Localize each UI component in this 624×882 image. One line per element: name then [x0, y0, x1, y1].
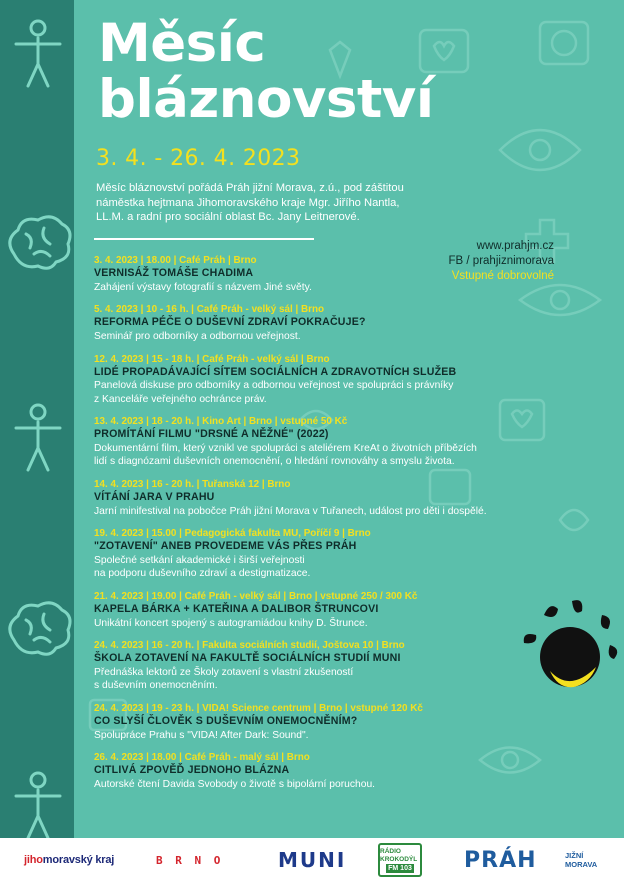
- sponsor-footer: [0, 838, 624, 882]
- event-description: Autorské čtení Davida Svobody o životě s bipolární poruchou.: [94, 778, 376, 790]
- event-item: [94, 702, 614, 742]
- event-meta: 24. 4. 2023 | 19 - 23 h. | VIDA! Science centrum | Brno | vstupné 120 Kč: [94, 703, 423, 714]
- title-line-1: Měsíc: [98, 13, 266, 74]
- event-item: [94, 527, 614, 580]
- event-item: [94, 353, 614, 406]
- radio-krokodyl-logo: RÁDIO KROKODÝL FM 103: [378, 838, 422, 882]
- event-item: [94, 303, 614, 343]
- event-description: s duševním onemocněním.: [94, 680, 218, 692]
- event-description: Zahájení výstavy fotografií s názvem Jiné světy.: [94, 281, 312, 293]
- event-meta: 19. 4. 2023 | 15.00 | Pedagogická fakulta MU, Poříčí 9 | Brno: [94, 528, 371, 540]
- event-description: Jarní minifestival na pobočce Práh jižní Morava v Tuřanech, událost pro děti i dospělé.: [94, 505, 487, 517]
- event-description: Spolupráce Prahu s "VIDA! After Dark: Sound".: [94, 729, 309, 741]
- event-description: Unikátní koncert spojený s autogramiádou knihy D. Štrunce.: [94, 617, 368, 629]
- event-title: PROMÍTÁNÍ FILMU "DRSNÉ A NĚŽNÉ" (2022): [94, 428, 329, 441]
- event-title: CO SLYŠÍ ČLOVĚK S DUŠEVNÍM ONEMOCNĚNÍM?: [94, 715, 358, 727]
- jizni-morava-logo: JIŽNÍ MORAVA: [565, 851, 598, 869]
- event-description: Společné setkání akademické i širší veřejnosti: [94, 554, 305, 566]
- event-meta: 12. 4. 2023 | 15 - 18 h. | Café Práh - velký sál | Brno: [94, 353, 330, 365]
- event-title: KAPELA BÁRKA + KATEŘINA A DALIBOR ŠTRUNCOVI: [94, 603, 379, 615]
- event-title: ŠKOLA ZOTAVENÍ NA FAKULTĚ SOCIÁLNÍCH STUDIÍ MUNI: [94, 652, 401, 665]
- event-description: lidí s diagnózami duševních onemocnění, o hledání rovnováhy a smyslu života.: [94, 456, 455, 468]
- event-title: VÍTÁNÍ JARA V PRAHU: [94, 491, 215, 503]
- event-item: [94, 751, 614, 791]
- date-range: 3. 4. - 26. 4. 2023: [96, 146, 301, 171]
- event-description: Panelová diskuse pro odborníky a odbornou veřejnost ve spolupráci s právníky: [94, 380, 454, 392]
- event-meta: 26. 4. 2023 | 18.00 | Café Práh - malý sál | Brno: [94, 752, 310, 764]
- event-meta: 13. 4. 2023 | 18 - 20 h. | Kino Art | Brno | vstupné 50 Kč: [94, 416, 348, 428]
- muni-logo: MUNI: [278, 848, 347, 872]
- event-title: VERNISÁŽ TOMÁŠE CHADIMA: [94, 267, 254, 279]
- website-link[interactable]: www.prahjm.cz: [476, 240, 554, 252]
- poster-main: [74, 0, 624, 838]
- event-meta: 5. 4. 2023 | 10 - 16 h. | Café Práh - velký sál | Brno: [94, 304, 325, 316]
- person-icon: [10, 770, 66, 842]
- page-title: [98, 13, 434, 130]
- prah-logo: PRÁH: [464, 847, 537, 873]
- brno-logo: B R N O: [156, 853, 224, 867]
- event-description: z Kanceláře veřejného ochránce práv.: [94, 393, 267, 405]
- person-icon: [10, 18, 66, 90]
- brain-icon: [4, 214, 72, 276]
- event-meta: 14. 4. 2023 | 16 - 20 h. | Tuřanská 12 | Brno: [94, 479, 291, 490]
- divider: [94, 238, 314, 240]
- event-title: "ZOTAVENÍ" ANEB PROVEDEME VÁS PŘES PRÁH: [94, 540, 357, 553]
- event-item: [94, 478, 614, 518]
- title-line-2: bláznovství: [98, 69, 434, 130]
- brain-icon: [4, 600, 72, 662]
- event-meta: 3. 4. 2023 | 18.00 | Café Práh | Brno: [94, 255, 257, 266]
- sun-logo-icon: [514, 593, 624, 703]
- event-description: na podporu duševního zdraví a destigmatizace.: [94, 568, 311, 580]
- event-description: Přednáška lektorů ze Školy zotavení s vlastní zkušeností: [94, 666, 354, 678]
- event-meta: 21. 4. 2023 | 19.00 | Café Práh - velký sál | Brno | vstupné 250 / 300 Kč: [94, 591, 418, 602]
- event-list: [94, 254, 614, 801]
- event-item: [94, 254, 614, 294]
- event-title: REFORMA PÉČE O DUŠEVNÍ ZDRAVÍ POKRAČUJE?: [94, 316, 366, 329]
- event-title: CITLIVÁ ZPOVĚĎ JEDNOHO BLÁZNA: [94, 764, 290, 777]
- intro-text: Měsíc bláznovství pořádá Práh jižní Morava, z.ú., pod záštitou náměstka hejtmana Jihomoravského kraje Mgr. Jiřího Nantla, LL.M. a radní pro sociální oblast Bc. Jany Leitnerové.: [96, 182, 404, 224]
- left-sidebar: [0, 0, 74, 838]
- person-icon: [10, 402, 66, 474]
- event-title: LIDÉ PROPADÁVAJÍCÍ SÍTEM SOCIÁLNÍCH A ZDRAVOTNÍCH SLUŽEB: [94, 365, 457, 378]
- event-meta: 24. 4. 2023 | 16 - 20 h. | Fakulta sociálních studií, Joštova 10 | Brno: [94, 640, 405, 652]
- event-item: [94, 415, 614, 468]
- event-description: Seminář pro odborníky a odbornou veřejnost.: [94, 330, 301, 342]
- event-description: Dokumentární film, který vznikl ve spolupráci s ateliérem KreAt o životních příbězích: [94, 442, 477, 454]
- jmk-logo: jiho moravský kraj: [24, 854, 115, 866]
- entry-fee-note: Vstupné dobrovolné: [451, 269, 554, 282]
- facebook-link[interactable]: FB / prahjiznimorava: [448, 254, 554, 267]
